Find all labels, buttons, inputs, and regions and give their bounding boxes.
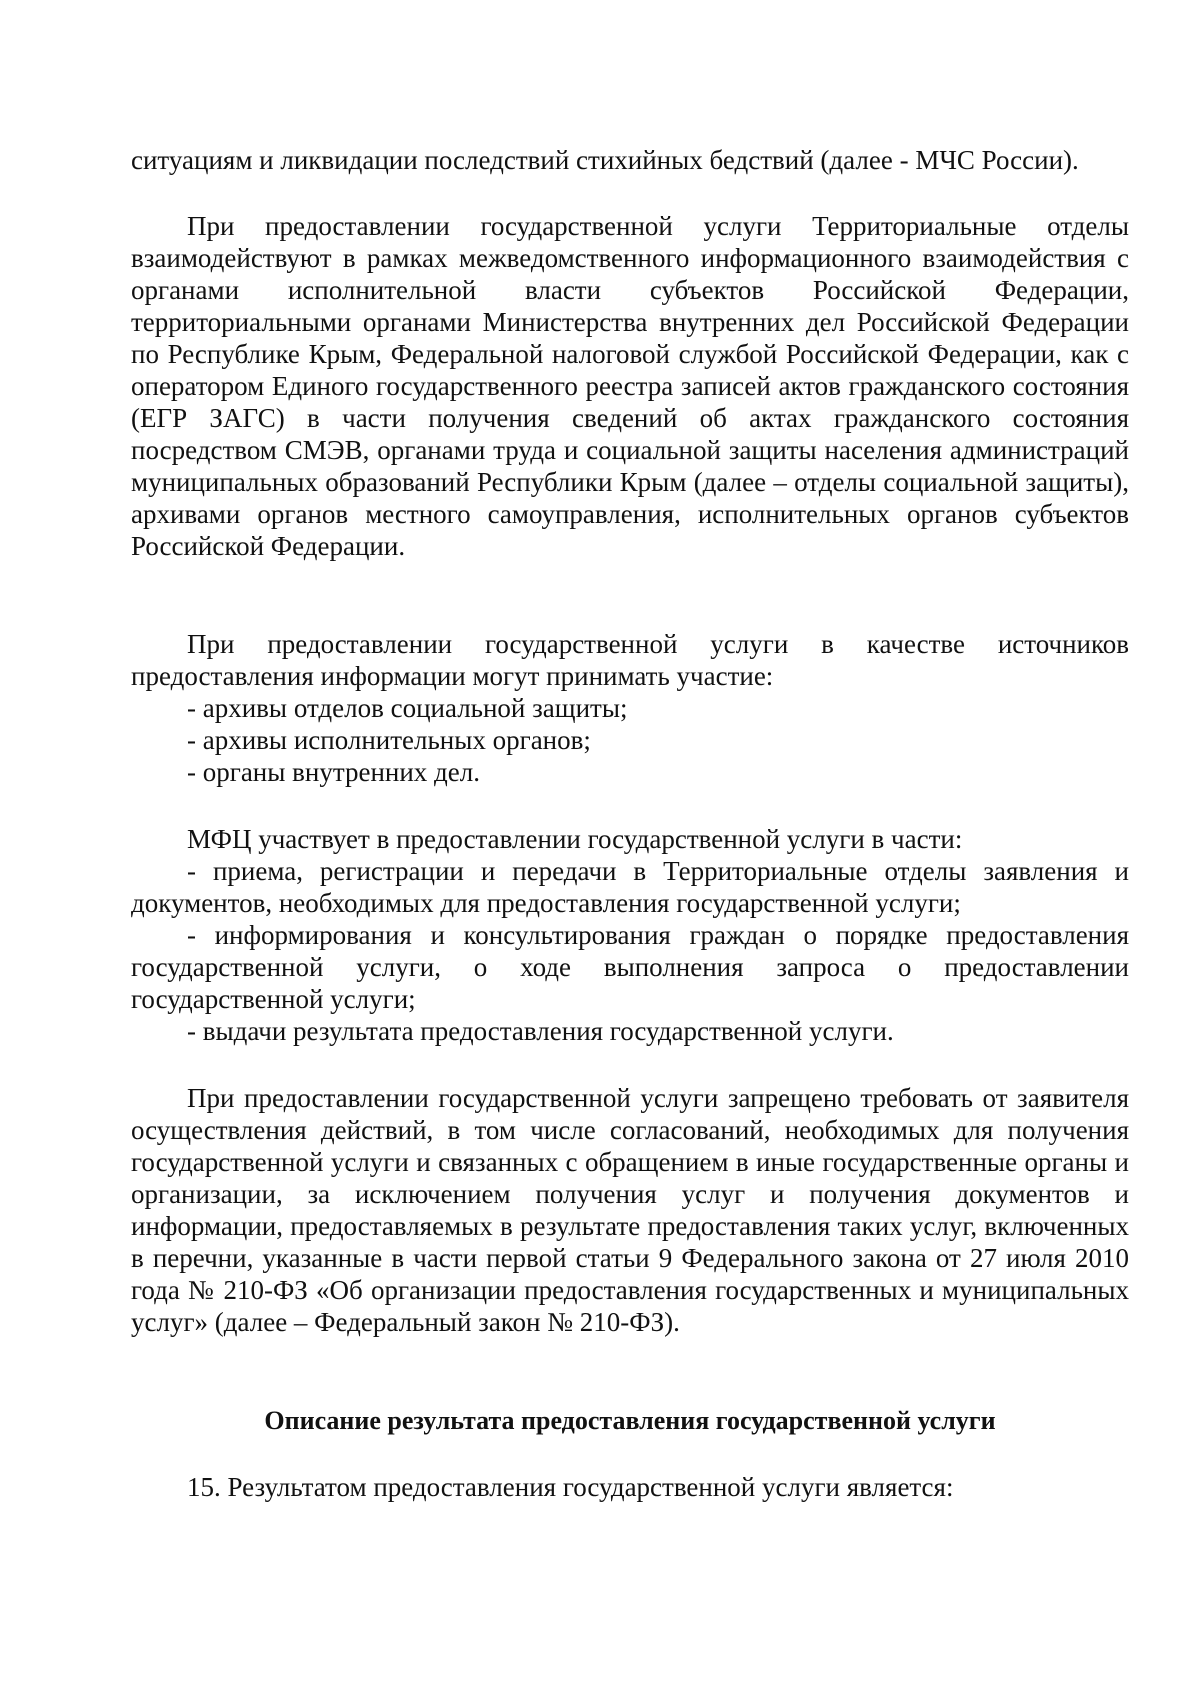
paragraph-information-sources: При предоставлении государственной услуги в качестве источников предоставления информации могут принимать участие: [131,629,1129,691]
section-heading: Описание результата предоставления государственной услуги [264,1406,996,1435]
list-item: - выдачи результата предоставления государственной услуги. [187,1016,894,1046]
mfc-list [131,855,1129,1047]
list-item: - органы внутренних дел. [187,757,480,787]
paragraph-mfc: МФЦ участвует в предоставлении государственной услуги в части: [187,824,963,854]
list-item: - архивы исполнительных органов; [187,725,591,755]
paragraph-interaction: При предоставлении государственной услуги Территориальные отделы взаимодействуют в рамках межведомственного информационного взаимодействия с органами исполнительной власти субъектов Российской Федерации, территориальными органами Министерства внутренних дел Российской Федерации по Республике Крым, Федеральной налоговой службой Российской Федерации, как с оператором Единого государственного реестра записей актов гражданского состояния (ЕГР ЗАГС) в части получения сведений об актах гражданского состояния посредством СМЭВ, органами труда и социальной защиты населения администраций муниципальных образований Республики Крым (далее – отделы социальной защиты), архивами органов местного самоуправления, исполнительных органов субъектов Российской Федерации. [131,211,1129,561]
paragraph-prohibition: При предоставлении государственной услуги запрещено требовать от заявителя осуществления действий, в том числе согласований, необходимых для получения государственной услуги и связанных с обращением в иные государственные органы и организации, за исключением получения услуг и получения документов и информации, предоставляемых в результате предоставления таких услуг, включенных в перечни, указанные в части первой статьи 9 Федерального закона от 27 июля 2010 года № 210-ФЗ «Об организации предоставления государственных и муниципальных услуг» (далее – Федеральный закон № 210-ФЗ). [131,1083,1129,1337]
continuation-line: ситуациям и ликвидации последствий стихийных бедствий (далее - МЧС России). [131,145,1079,175]
paragraph-result: 15. Результатом предоставления государственной услуги является: [187,1472,954,1502]
list-item: - информирования и консультирования граждан о порядке предоставления государственной услуги, о ходе выполнения запроса о предоставлении государственной услуги; [131,920,1129,1014]
list-item: - приема, регистрации и передачи в Территориальные отделы заявления и документов, необходимых для предоставления государственной услуги; [131,856,1129,918]
list-item: - архивы отделов социальной защиты; [187,693,628,723]
sources-list [131,692,1129,788]
